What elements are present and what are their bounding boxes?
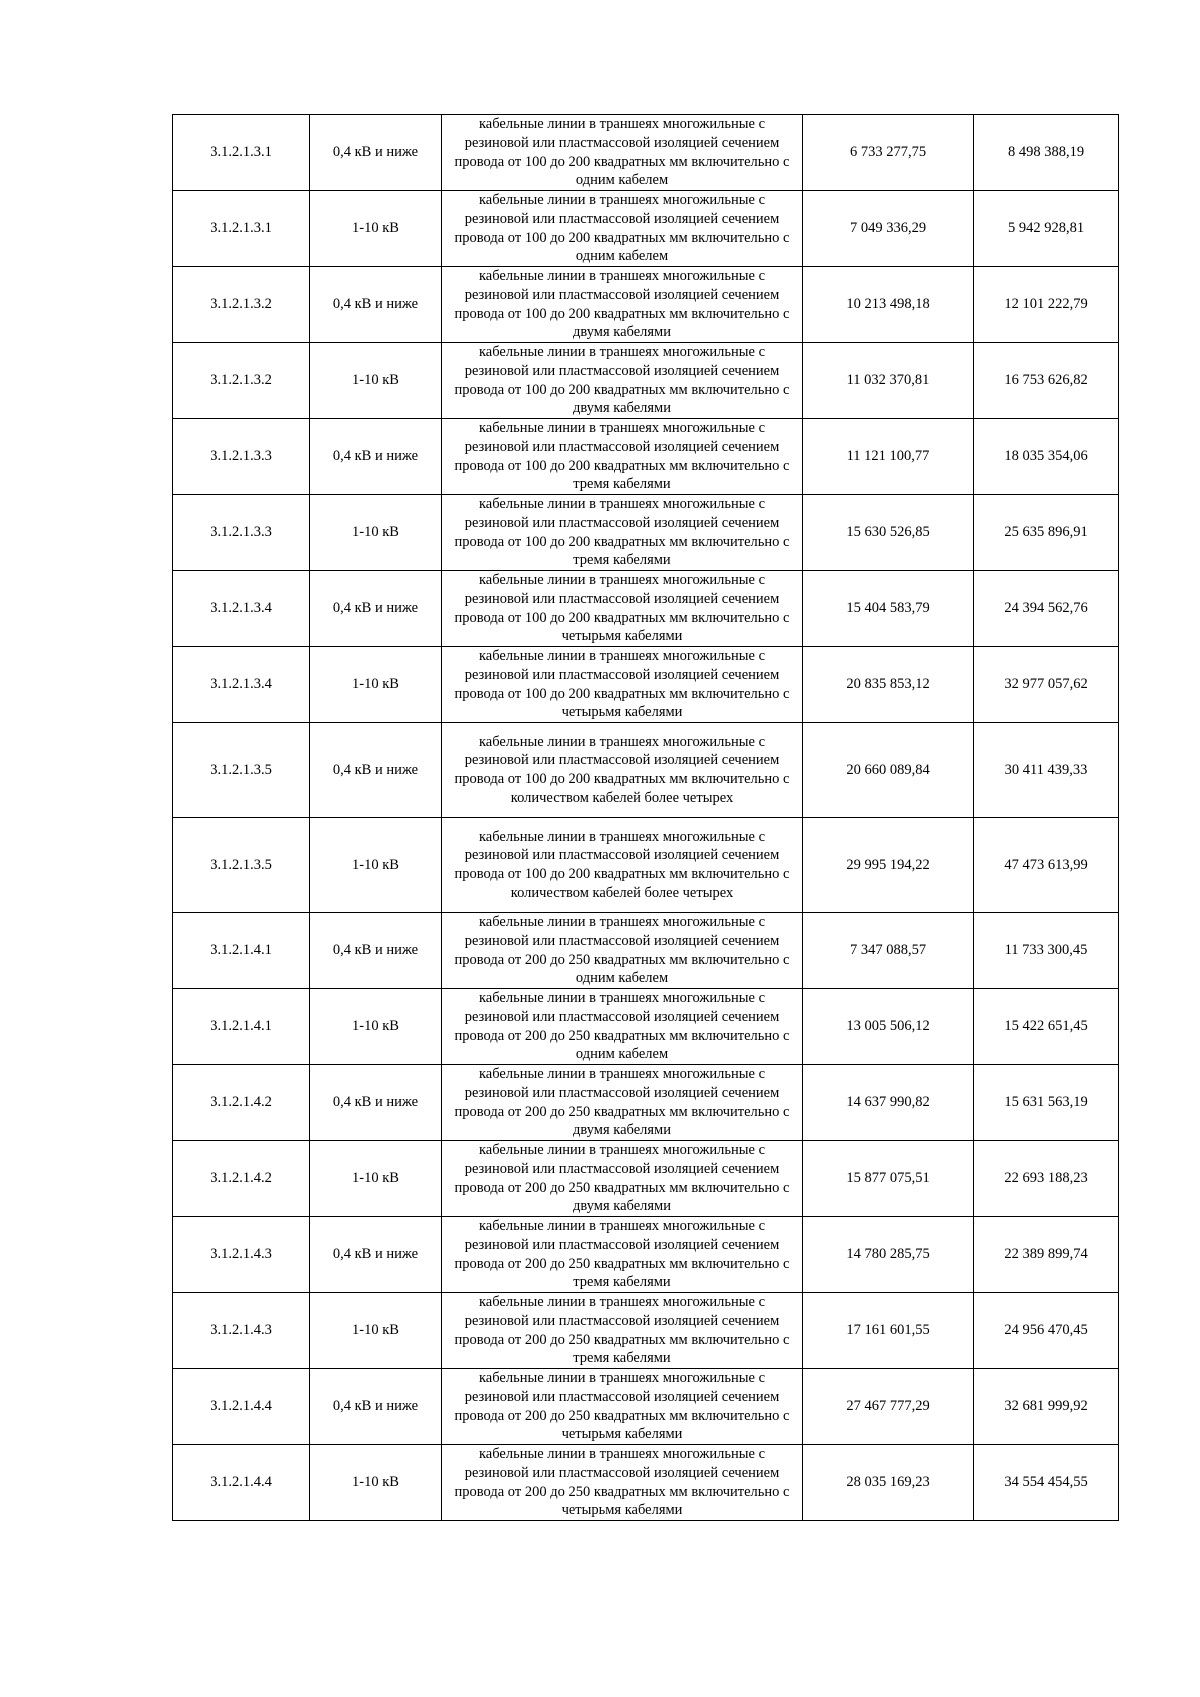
table-row (173, 647, 1119, 723)
code-cell: 3.1.2.1.4.1 (173, 913, 310, 989)
table-row (173, 419, 1119, 495)
table-row (173, 1369, 1119, 1445)
table-row (173, 1217, 1119, 1293)
voltage-cell: 0,4 кВ и ниже (310, 267, 442, 343)
description-cell: кабельные линии в траншеях многожильные с резиновой или пластмассовой изоляцией сечением провода от 200 до 250 квадратных мм включительно с четырьмя кабелями (442, 1445, 803, 1521)
value-cell-1: 14 780 285,75 (803, 1217, 974, 1293)
value-cell-2: 32 977 057,62 (974, 647, 1119, 723)
value-cell-2: 24 394 562,76 (974, 571, 1119, 647)
table-row (173, 989, 1119, 1065)
description-cell: кабельные линии в траншеях многожильные с резиновой или пластмассовой изоляцией сечением провода от 100 до 200 квадратных мм включительно с количеством кабелей более четырех (442, 723, 803, 818)
table-row (173, 913, 1119, 989)
table-row (173, 495, 1119, 571)
code-cell: 3.1.2.1.3.5 (173, 723, 310, 818)
tariff-table (172, 114, 1119, 1521)
value-cell-1: 11 032 370,81 (803, 343, 974, 419)
value-cell-2: 25 635 896,91 (974, 495, 1119, 571)
description-cell: кабельные линии в траншеях многожильные с резиновой или пластмассовой изоляцией сечением провода от 200 до 250 квадратных мм включительно с двумя кабелями (442, 1065, 803, 1141)
code-cell: 3.1.2.1.3.3 (173, 495, 310, 571)
voltage-cell: 0,4 кВ и ниже (310, 419, 442, 495)
voltage-cell: 0,4 кВ и ниже (310, 1369, 442, 1445)
voltage-cell: 0,4 кВ и ниже (310, 723, 442, 818)
value-cell-1: 13 005 506,12 (803, 989, 974, 1065)
table-row (173, 723, 1119, 818)
description-cell: кабельные линии в траншеях многожильные с резиновой или пластмассовой изоляцией сечением провода от 100 до 200 квадратных мм включительно с четырьмя кабелями (442, 571, 803, 647)
value-cell-2: 24 956 470,45 (974, 1293, 1119, 1369)
description-cell: кабельные линии в траншеях многожильные с резиновой или пластмассовой изоляцией сечением провода от 100 до 200 квадратных мм включительно с четырьмя кабелями (442, 647, 803, 723)
voltage-cell: 1-10 кВ (310, 495, 442, 571)
value-cell-1: 10 213 498,18 (803, 267, 974, 343)
value-cell-1: 20 660 089,84 (803, 723, 974, 818)
tariff-table-container (172, 114, 1118, 1521)
description-cell: кабельные линии в траншеях многожильные с резиновой или пластмассовой изоляцией сечением провода от 200 до 250 квадратных мм включительно с одним кабелем (442, 913, 803, 989)
code-cell: 3.1.2.1.3.5 (173, 818, 310, 913)
description-cell: кабельные линии в траншеях многожильные с резиновой или пластмассовой изоляцией сечением провода от 100 до 200 квадратных мм включительно с двумя кабелями (442, 267, 803, 343)
voltage-cell: 1-10 кВ (310, 1141, 442, 1217)
table-row (173, 1293, 1119, 1369)
value-cell-2: 34 554 454,55 (974, 1445, 1119, 1521)
voltage-cell: 0,4 кВ и ниже (310, 1217, 442, 1293)
table-row (173, 343, 1119, 419)
code-cell: 3.1.2.1.4.2 (173, 1141, 310, 1217)
table-row (173, 571, 1119, 647)
code-cell: 3.1.2.1.3.4 (173, 571, 310, 647)
code-cell: 3.1.2.1.3.2 (173, 343, 310, 419)
value-cell-1: 20 835 853,12 (803, 647, 974, 723)
code-cell: 3.1.2.1.4.1 (173, 989, 310, 1065)
value-cell-1: 27 467 777,29 (803, 1369, 974, 1445)
value-cell-2: 22 389 899,74 (974, 1217, 1119, 1293)
description-cell: кабельные линии в траншеях многожильные с резиновой или пластмассовой изоляцией сечением провода от 100 до 200 квадратных мм включительно с тремя кабелями (442, 419, 803, 495)
value-cell-1: 29 995 194,22 (803, 818, 974, 913)
voltage-cell: 0,4 кВ и ниже (310, 115, 442, 191)
voltage-cell: 1-10 кВ (310, 818, 442, 913)
voltage-cell: 1-10 кВ (310, 647, 442, 723)
value-cell-2: 5 942 928,81 (974, 191, 1119, 267)
code-cell: 3.1.2.1.4.3 (173, 1217, 310, 1293)
value-cell-1: 15 404 583,79 (803, 571, 974, 647)
description-cell: кабельные линии в траншеях многожильные с резиновой или пластмассовой изоляцией сечением провода от 100 до 200 квадратных мм включительно с одним кабелем (442, 191, 803, 267)
code-cell: 3.1.2.1.4.4 (173, 1445, 310, 1521)
value-cell-1: 14 637 990,82 (803, 1065, 974, 1141)
voltage-cell: 0,4 кВ и ниже (310, 913, 442, 989)
code-cell: 3.1.2.1.3.4 (173, 647, 310, 723)
code-cell: 3.1.2.1.4.4 (173, 1369, 310, 1445)
voltage-cell: 0,4 кВ и ниже (310, 1065, 442, 1141)
value-cell-2: 30 411 439,33 (974, 723, 1119, 818)
description-cell: кабельные линии в траншеях многожильные с резиновой или пластмассовой изоляцией сечением провода от 200 до 250 квадратных мм включительно с тремя кабелями (442, 1217, 803, 1293)
value-cell-2: 12 101 222,79 (974, 267, 1119, 343)
description-cell: кабельные линии в траншеях многожильные с резиновой или пластмассовой изоляцией сечением провода от 200 до 250 квадратных мм включительно с одним кабелем (442, 989, 803, 1065)
value-cell-2: 47 473 613,99 (974, 818, 1119, 913)
voltage-cell: 1-10 кВ (310, 1445, 442, 1521)
value-cell-1: 7 049 336,29 (803, 191, 974, 267)
description-cell: кабельные линии в траншеях многожильные с резиновой или пластмассовой изоляцией сечением провода от 200 до 250 квадратных мм включительно с двумя кабелями (442, 1141, 803, 1217)
table-row (173, 1141, 1119, 1217)
code-cell: 3.1.2.1.3.1 (173, 191, 310, 267)
table-row (173, 115, 1119, 191)
table-row (173, 191, 1119, 267)
table-row (173, 1445, 1119, 1521)
value-cell-1: 7 347 088,57 (803, 913, 974, 989)
code-cell: 3.1.2.1.3.2 (173, 267, 310, 343)
value-cell-2: 15 422 651,45 (974, 989, 1119, 1065)
value-cell-1: 15 630 526,85 (803, 495, 974, 571)
value-cell-1: 17 161 601,55 (803, 1293, 974, 1369)
code-cell: 3.1.2.1.4.2 (173, 1065, 310, 1141)
description-cell: кабельные линии в траншеях многожильные с резиновой или пластмассовой изоляцией сечением провода от 100 до 200 квадратных мм включительно с тремя кабелями (442, 495, 803, 571)
code-cell: 3.1.2.1.4.3 (173, 1293, 310, 1369)
voltage-cell: 0,4 кВ и ниже (310, 571, 442, 647)
value-cell-1: 11 121 100,77 (803, 419, 974, 495)
value-cell-2: 32 681 999,92 (974, 1369, 1119, 1445)
table-row (173, 818, 1119, 913)
code-cell: 3.1.2.1.3.1 (173, 115, 310, 191)
value-cell-2: 8 498 388,19 (974, 115, 1119, 191)
value-cell-2: 15 631 563,19 (974, 1065, 1119, 1141)
description-cell: кабельные линии в траншеях многожильные с резиновой или пластмассовой изоляцией сечением провода от 100 до 200 квадратных мм включительно с двумя кабелями (442, 343, 803, 419)
voltage-cell: 1-10 кВ (310, 191, 442, 267)
value-cell-1: 15 877 075,51 (803, 1141, 974, 1217)
value-cell-2: 11 733 300,45 (974, 913, 1119, 989)
value-cell-2: 22 693 188,23 (974, 1141, 1119, 1217)
description-cell: кабельные линии в траншеях многожильные с резиновой или пластмассовой изоляцией сечением провода от 100 до 200 квадратных мм включительно с количеством кабелей более четырех (442, 818, 803, 913)
voltage-cell: 1-10 кВ (310, 1293, 442, 1369)
table-row (173, 267, 1119, 343)
table-row (173, 1065, 1119, 1141)
value-cell-2: 18 035 354,06 (974, 419, 1119, 495)
value-cell-1: 28 035 169,23 (803, 1445, 974, 1521)
code-cell: 3.1.2.1.3.3 (173, 419, 310, 495)
description-cell: кабельные линии в траншеях многожильные с резиновой или пластмассовой изоляцией сечением провода от 200 до 250 квадратных мм включительно с четырьмя кабелями (442, 1369, 803, 1445)
voltage-cell: 1-10 кВ (310, 343, 442, 419)
voltage-cell: 1-10 кВ (310, 989, 442, 1065)
description-cell: кабельные линии в траншеях многожильные с резиновой или пластмассовой изоляцией сечением провода от 100 до 200 квадратных мм включительно с одним кабелем (442, 115, 803, 191)
value-cell-1: 6 733 277,75 (803, 115, 974, 191)
value-cell-2: 16 753 626,82 (974, 343, 1119, 419)
description-cell: кабельные линии в траншеях многожильные с резиновой или пластмассовой изоляцией сечением провода от 200 до 250 квадратных мм включительно с тремя кабелями (442, 1293, 803, 1369)
